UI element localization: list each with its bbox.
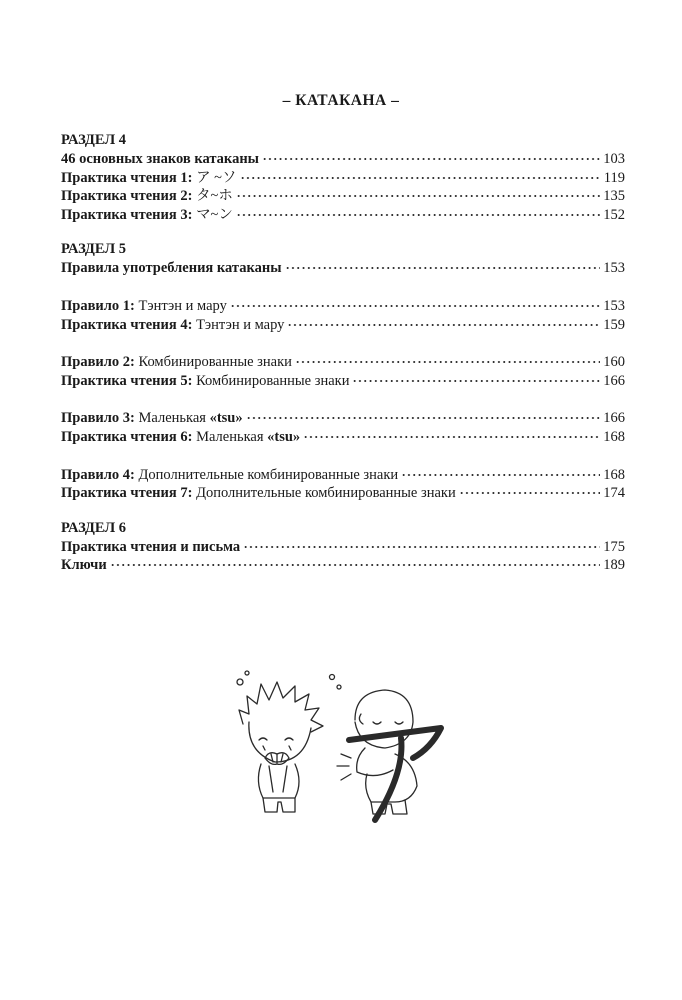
toc-entry[interactable] bbox=[61, 556, 625, 575]
toc-entry-label bbox=[61, 259, 282, 278]
toc-page-number: 166 bbox=[603, 410, 625, 427]
toc-entry-text: Дополнительные комбинированные знаки bbox=[134, 466, 399, 483]
toc-page-number: 153 bbox=[603, 297, 625, 314]
toc-entry[interactable] bbox=[61, 169, 625, 188]
dot-leader bbox=[262, 158, 600, 160]
toc-entry[interactable] bbox=[61, 297, 625, 316]
toc-entry-text: Маленькая bbox=[192, 428, 268, 445]
toc-entry-bold-text: Практика чтения 2: bbox=[61, 188, 193, 205]
dot-leader bbox=[285, 267, 601, 269]
toc-section bbox=[61, 518, 625, 575]
toc-entry-label bbox=[61, 556, 107, 575]
toc-page-number: 160 bbox=[603, 354, 625, 371]
dot-leader bbox=[287, 324, 600, 326]
toc-entry-text: Дополнительные комбинированные знаки bbox=[192, 485, 456, 502]
toc-entry-text: タ~ホ bbox=[192, 188, 233, 205]
toc-entry-bold-text: Ключи bbox=[61, 557, 107, 574]
dot-leader bbox=[110, 564, 601, 566]
toc-entry[interactable] bbox=[61, 428, 625, 447]
dot-leader bbox=[240, 177, 601, 179]
toc-entry-bold-text: Практика чтения 6: bbox=[61, 428, 193, 445]
toc-page-number: 152 bbox=[603, 206, 625, 223]
toc-group bbox=[61, 466, 625, 503]
toc-section bbox=[61, 239, 625, 502]
toc-entry-bold-text: Правила употребления катаканы bbox=[61, 260, 282, 277]
toc-page-number: 168 bbox=[603, 466, 625, 483]
toc-entry-bold-text: «tsu» bbox=[209, 410, 243, 427]
toc-entry-bold-text: Правило 2: bbox=[61, 354, 135, 371]
toc-entry-bold-text: Правило 4: bbox=[61, 466, 135, 483]
toc-entry-bold-text: Правило 1: bbox=[61, 297, 135, 314]
toc-entry-label bbox=[61, 538, 240, 557]
toc-page-number: 153 bbox=[603, 260, 625, 277]
toc-entry-bold-text: «tsu» bbox=[267, 428, 301, 445]
dot-leader bbox=[401, 474, 600, 476]
toc-group bbox=[61, 409, 625, 446]
toc-entry-label bbox=[61, 409, 243, 428]
toc-entry-label bbox=[61, 484, 456, 503]
toc-group bbox=[61, 353, 625, 390]
toc-group bbox=[61, 538, 625, 575]
dot-leader bbox=[352, 380, 600, 382]
toc-entry[interactable] bbox=[61, 538, 625, 557]
dot-leader bbox=[230, 305, 600, 307]
toc-entry-bold-text: Практика чтения 3: bbox=[61, 206, 193, 223]
toc-entry-label bbox=[61, 187, 233, 206]
toc-section bbox=[61, 130, 625, 224]
toc-entry[interactable] bbox=[61, 150, 625, 169]
dot-leader bbox=[303, 436, 600, 438]
toc-entry[interactable] bbox=[61, 466, 625, 485]
toc-entry[interactable] bbox=[61, 372, 625, 391]
section-heading: РАЗДЕЛ 4 bbox=[61, 132, 127, 148]
toc-entry[interactable] bbox=[61, 409, 625, 428]
dot-leader bbox=[243, 546, 600, 548]
toc-entry-label bbox=[61, 466, 398, 485]
toc-entry[interactable] bbox=[61, 259, 625, 278]
toc-entry-label bbox=[61, 206, 233, 225]
toc-group bbox=[61, 150, 625, 224]
toc-page-number: 168 bbox=[603, 428, 625, 445]
toc-entry-label bbox=[61, 150, 259, 169]
dot-leader bbox=[236, 214, 600, 216]
toc-entry-label bbox=[61, 169, 237, 188]
chibi-characters-illustration-icon bbox=[225, 662, 455, 832]
dot-leader bbox=[236, 195, 600, 197]
page-title: – КАТАКАНА – bbox=[282, 92, 400, 109]
toc-entry-text: Комбинированные знаки bbox=[134, 354, 292, 371]
toc-page-number: 166 bbox=[603, 372, 625, 389]
toc-page-number: 103 bbox=[603, 151, 625, 167]
toc-entry-label bbox=[61, 372, 349, 391]
toc-entry-label bbox=[61, 428, 300, 447]
toc-entry[interactable] bbox=[61, 187, 625, 206]
toc-entry-bold-text: Практика чтения 5: bbox=[61, 372, 193, 389]
dot-leader bbox=[459, 492, 601, 494]
toc-entry-bold-text: Практика чтения 4: bbox=[61, 316, 193, 333]
toc-group bbox=[61, 259, 625, 278]
toc-page-number: 159 bbox=[603, 316, 625, 333]
toc-entry-text: マ~ン bbox=[192, 206, 233, 223]
toc-entry-label bbox=[61, 353, 292, 372]
section-heading: РАЗДЕЛ 5 bbox=[61, 241, 127, 258]
toc-entry-label bbox=[61, 297, 227, 316]
toc-entry[interactable] bbox=[61, 316, 625, 335]
dot-leader bbox=[295, 361, 600, 363]
toc-entry-label bbox=[61, 316, 284, 335]
dot-leader bbox=[246, 417, 601, 419]
toc-page-number: 175 bbox=[603, 538, 625, 555]
toc-entry-bold-text: 46 основных знаков катаканы bbox=[61, 151, 259, 167]
toc-page-number: 174 bbox=[603, 485, 625, 502]
toc-page-number: 135 bbox=[603, 188, 625, 205]
section-heading: РАЗДЕЛ 6 bbox=[61, 519, 127, 536]
toc-entry-bold-text: Практика чтения 1: bbox=[61, 169, 193, 186]
toc-group bbox=[61, 297, 625, 334]
toc-entry[interactable] bbox=[61, 353, 625, 372]
toc-entry-text: Маленькая bbox=[134, 410, 210, 427]
toc-entry-bold-text: Практика чтения 7: bbox=[61, 485, 193, 502]
toc-entry[interactable] bbox=[61, 484, 625, 503]
toc-entry-bold-text: Правило 3: bbox=[61, 410, 135, 427]
toc-page-number: 189 bbox=[603, 557, 625, 574]
toc-page-number: 119 bbox=[603, 169, 625, 186]
toc-entry-text: Тэнтэн и мару bbox=[192, 316, 285, 333]
toc-entry-text: Тэнтэн и мару bbox=[134, 297, 227, 314]
table-of-contents bbox=[61, 130, 625, 590]
toc-entry-text: Комбинированные знаки bbox=[192, 372, 350, 389]
toc-entry-text: ア ~ソ bbox=[192, 169, 237, 186]
toc-entry-bold-text: Практика чтения и письма bbox=[61, 538, 241, 555]
toc-entry[interactable] bbox=[61, 206, 625, 225]
